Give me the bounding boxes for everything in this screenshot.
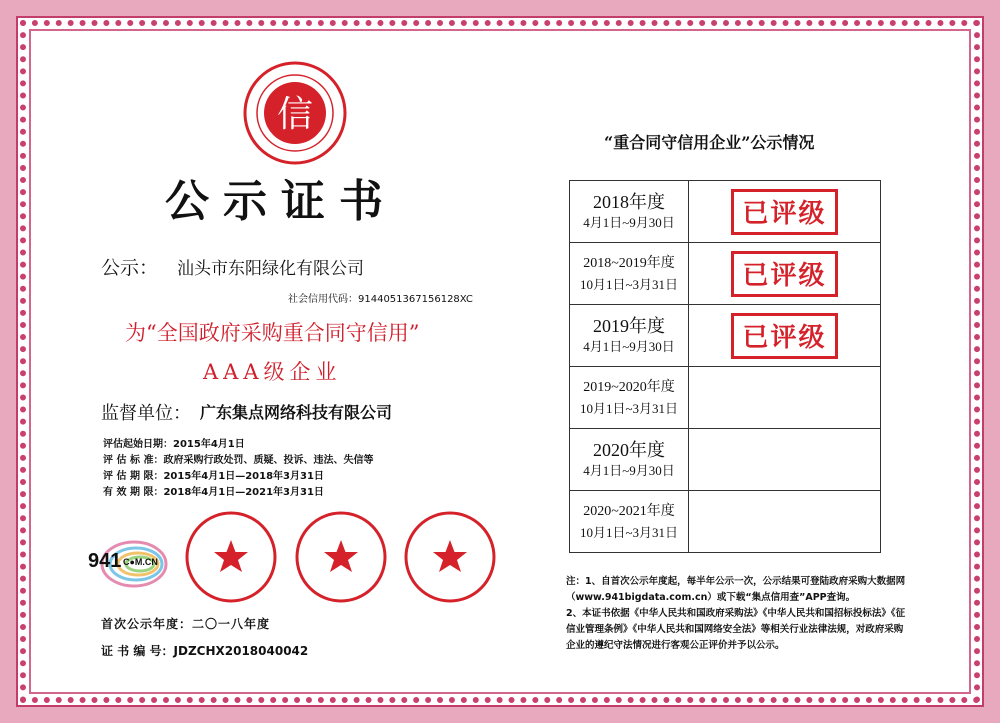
period-year: 2020~2021年度 bbox=[583, 503, 675, 519]
detail-validity: 有 效 期 限：2018年4月1日—2021年3月31日 bbox=[103, 487, 324, 498]
assessment-details bbox=[103, 437, 373, 501]
empty-status-cell bbox=[689, 491, 881, 553]
official-seal-1 bbox=[184, 510, 278, 604]
detail-start-date: 评估起始日期：2015年4月1日 bbox=[103, 439, 245, 450]
certificate-number: 证 书 编 号：JDZCHX2018040042 bbox=[101, 644, 309, 658]
detail-period: 评 估 期 限：2015年4月1日—2018年3月31日 bbox=[103, 471, 324, 482]
award-line-1: 为“全国政府采购重合同守信用” bbox=[125, 321, 420, 345]
table-row bbox=[570, 305, 881, 367]
rated-stamp: 已评级 bbox=[731, 313, 837, 359]
table-row bbox=[570, 181, 881, 243]
period-year: 2020年度 bbox=[593, 439, 665, 460]
brand-941-text: 941 bbox=[88, 550, 122, 572]
seal-star-icon bbox=[214, 540, 248, 572]
certificate-title: 公示证书 bbox=[165, 176, 397, 227]
empty-status-cell bbox=[689, 367, 881, 429]
table-row bbox=[570, 367, 881, 429]
status-table-heading: “重合同守信用企业”公示情况 bbox=[604, 133, 815, 152]
seal-star-icon bbox=[433, 540, 467, 572]
period-dates: 4月1日~9月30日 bbox=[583, 462, 675, 478]
period-dates: 10月1日~3月31日 bbox=[579, 276, 679, 292]
logo-glyph: 信 bbox=[276, 94, 314, 135]
period-dates: 4月1日~9月30日 bbox=[583, 214, 675, 230]
rated-stamp: 已评级 bbox=[731, 189, 837, 235]
official-seal-2 bbox=[294, 510, 388, 604]
supervisor-label: 监督单位： bbox=[101, 403, 191, 424]
period-year: 2018年度 bbox=[593, 191, 665, 212]
detail-standard: 评 估 标 准：政府采购行政处罚、质疑、投诉、违法、失信等 bbox=[103, 455, 374, 466]
period-year: 2019~2020年度 bbox=[583, 379, 675, 395]
footnote-2: 2、本证书依据《中华人民共和国政府采购法》《中华人民共和国招标投标法》《征信业管理条例》《中华人民共和国网络安全法》等相关行业法律法规，对政府采购企业的遵纪守法情况进行客观公正评价并予以公示。 bbox=[566, 608, 906, 651]
footnote-1: 注：1、自首次公示年度起，每半年公示一次，公示结果可登陆政府采购大数据网（www.941bigdata.com.cn）或下载“集点信用查”APP查询。 bbox=[566, 576, 906, 603]
table-row bbox=[570, 243, 881, 305]
credit-logo-seal bbox=[242, 60, 348, 166]
table-row bbox=[570, 429, 881, 491]
rated-stamp: 已评级 bbox=[731, 251, 837, 297]
period-dates: 4月1日~9月30日 bbox=[583, 338, 675, 354]
official-seal-3 bbox=[403, 510, 497, 604]
brand-941-logo bbox=[86, 530, 174, 598]
supervisor-name: 广东集点网络科技有限公司 bbox=[200, 403, 393, 422]
seal-star-icon bbox=[324, 540, 358, 572]
footnotes bbox=[566, 574, 911, 654]
publicity-status-table bbox=[569, 180, 881, 553]
award-line-2: AAA级企业 bbox=[203, 360, 342, 384]
brand-941-suffix: C●M.CN bbox=[123, 557, 158, 567]
credit-code: 社会信用代码：9144051367156128XC bbox=[288, 294, 473, 305]
period-year: 2019年度 bbox=[593, 315, 665, 336]
period-year: 2018~2019年度 bbox=[583, 255, 675, 271]
first-publicity-year: 首次公示年度：二〇一八年度 bbox=[101, 617, 271, 631]
period-dates: 10月1日~3月31日 bbox=[579, 524, 679, 540]
publicity-label: 公示： bbox=[101, 257, 159, 279]
empty-status-cell bbox=[689, 429, 881, 491]
company-name: 汕头市东阳绿化有限公司 bbox=[177, 259, 364, 279]
table-row bbox=[570, 491, 881, 553]
period-dates: 10月1日~3月31日 bbox=[579, 400, 679, 416]
